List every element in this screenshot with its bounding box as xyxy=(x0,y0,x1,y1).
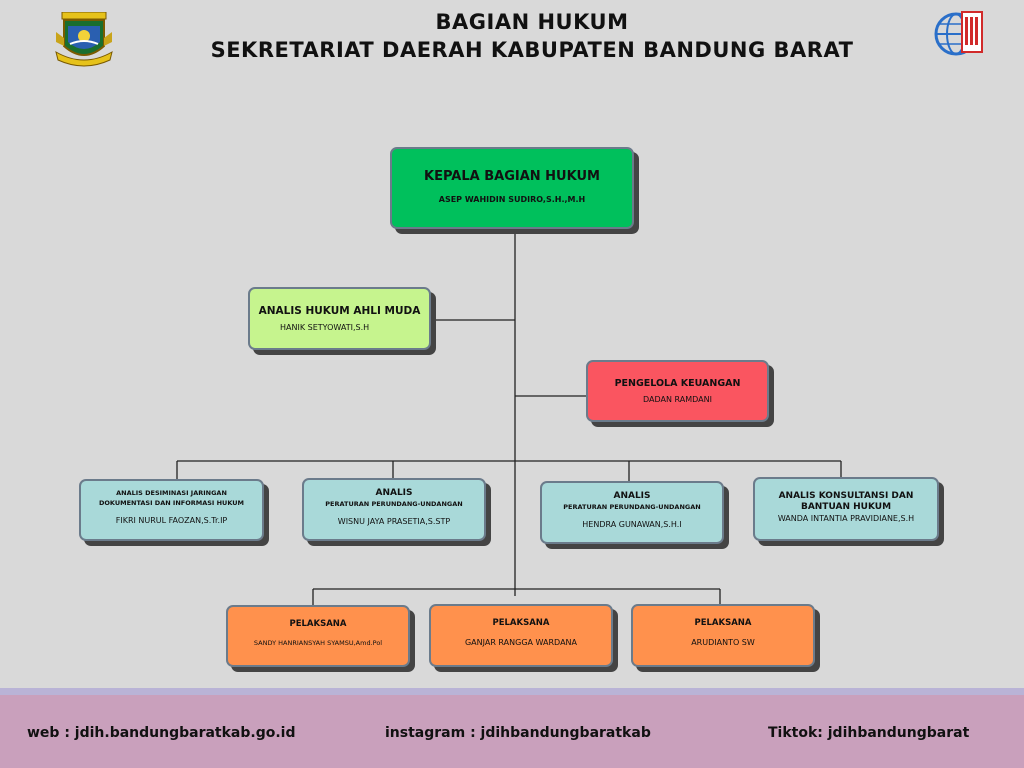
org-box-pelaksana-2 xyxy=(429,604,613,667)
box-title-line2: DOKUMENTASI DAN INFORMASI HUKUM xyxy=(99,499,244,507)
box-title-line1: ANALIS xyxy=(375,488,413,498)
box-name: ARUDIANTO SW xyxy=(691,638,755,647)
footer-instagram-link[interactable]: instagram : jdihbandungbaratkab xyxy=(385,725,651,741)
box-name: HENDRA GUNAWAN,S.H.I xyxy=(582,520,682,529)
box-title: ANALIS HUKUM AHLI MUDA xyxy=(258,305,421,317)
org-box-analis-peraturan-2 xyxy=(540,481,724,544)
box-title-line2: PERATURAN PERUNDANG-UNDANGAN xyxy=(325,500,463,508)
title-line-2: SEKRETARIAT DAERAH KABUPATEN BANDUNG BARAT xyxy=(210,38,854,62)
box-name: GANJAR RANGGA WARDANA xyxy=(464,638,577,647)
org-box-analis-ahli-muda xyxy=(248,287,431,350)
box-name: WANDA INTANTIA PRAVIDIANE,S.H xyxy=(777,514,915,523)
box-title: PELAKSANA xyxy=(289,619,347,629)
title-line-1: BAGIAN HUKUM xyxy=(435,10,629,34)
footer-tiktok-link[interactable]: Tiktok: jdihbandungbarat xyxy=(768,725,970,741)
footer-divider xyxy=(0,688,1024,695)
footer-web-link[interactable]: web : jdih.bandungbaratkab.go.id xyxy=(27,725,296,741)
box-name: FIKRI NURUL FAOZAN,S.Tr.IP xyxy=(115,516,228,525)
box-title-line1: ANALIS KONSULTANSI DAN xyxy=(778,491,914,501)
box-title: PENGELOLA KEUANGAN xyxy=(614,378,741,389)
org-box-kepala-bagian xyxy=(390,147,634,229)
box-name: HANIK SETYOWATI,S.H xyxy=(280,323,370,332)
org-box-analis-konsultansi xyxy=(753,477,939,541)
box-title: PELAKSANA xyxy=(694,618,752,628)
box-name: DADAN RAMDANI xyxy=(643,395,712,404)
box-title: KEPALA BAGIAN HUKUM xyxy=(424,169,600,184)
footer xyxy=(0,695,1024,768)
org-box-pelaksana-1 xyxy=(226,605,410,667)
box-name: ASEP WAHIDIN SUDIRO,S.H.,M.H xyxy=(438,195,586,204)
box-title: PELAKSANA xyxy=(492,618,550,628)
box-name: WISNU JAYA PRASETIA,S.STP xyxy=(337,517,451,526)
org-box-pengelola-keuangan xyxy=(586,360,769,422)
org-box-analis-peraturan-1 xyxy=(302,478,486,541)
box-title-line1: ANALIS DESIMINASI JARINGAN xyxy=(116,489,227,497)
org-box-pelaksana-3 xyxy=(631,604,815,667)
box-name: SANDY HANRIANSYAH SYAMSU,Amd.Pol xyxy=(253,639,383,647)
box-title-line1: ANALIS xyxy=(613,491,651,501)
org-box-analis-desiminasi xyxy=(79,479,264,541)
box-title-line2: PERATURAN PERUNDANG-UNDANGAN xyxy=(563,503,701,511)
box-title-line2: BANTUAN HUKUM xyxy=(800,502,892,512)
